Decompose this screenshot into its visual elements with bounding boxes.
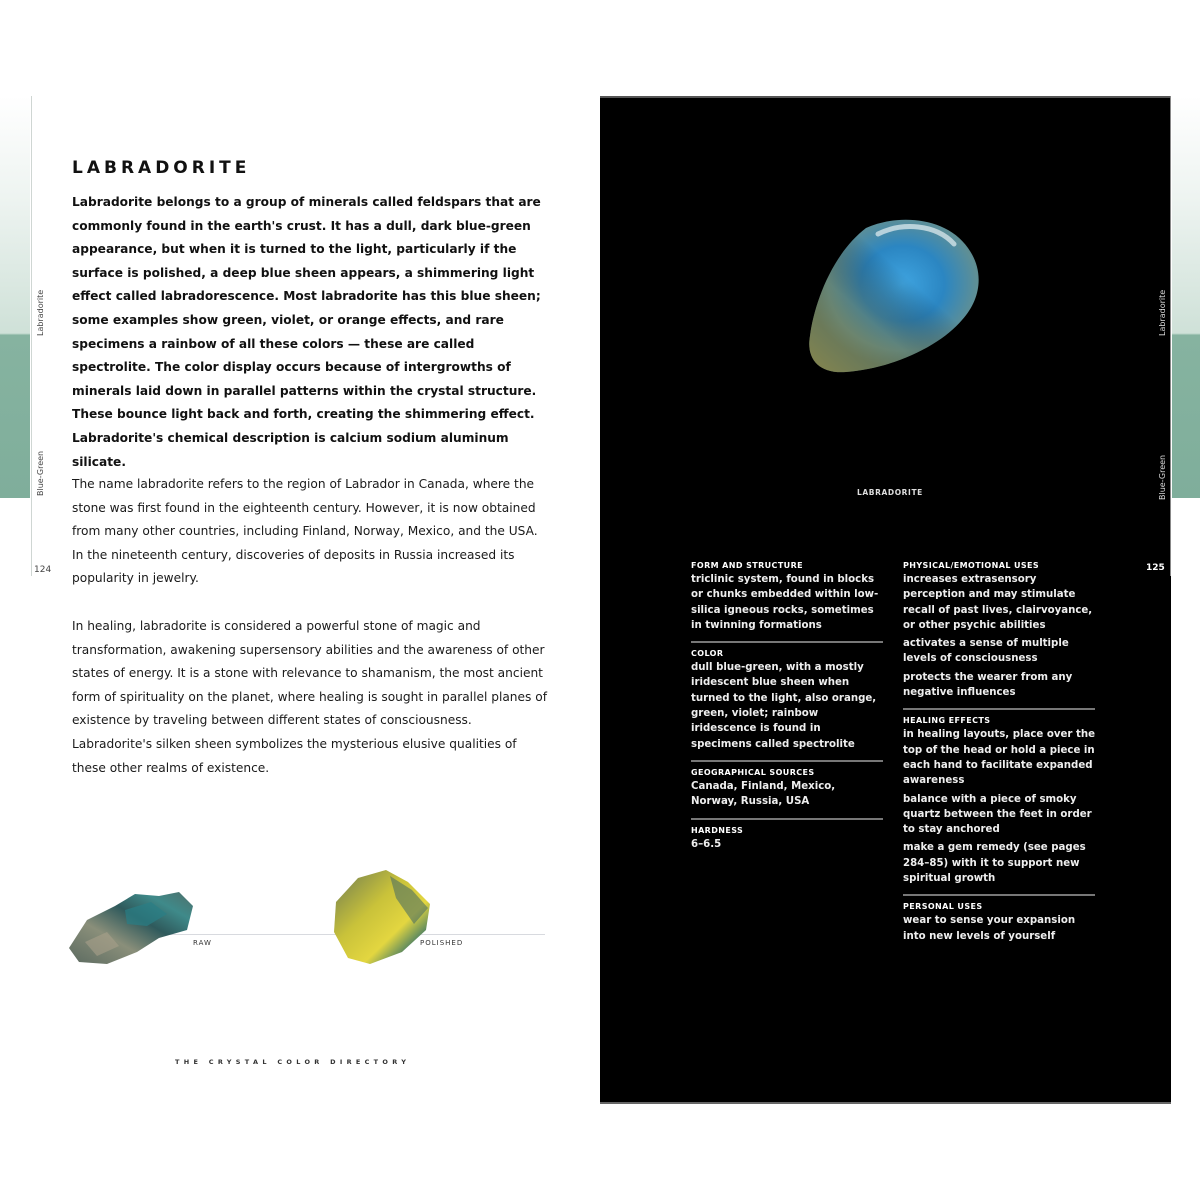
polished-label: POLISHED — [420, 939, 464, 947]
polished-stone-image — [330, 868, 434, 968]
section-color — [691, 648, 883, 762]
book-title-footer: THE CRYSTAL COLOR DIRECTORY — [175, 1058, 411, 1066]
section-healing-effects — [903, 715, 1095, 896]
running-head-stone-name: Labradorite — [36, 289, 45, 336]
raw-label: RAW — [193, 939, 212, 947]
section-heading: FORM AND STRUCTURE — [691, 561, 804, 570]
section-text: make a gem remedy (see pages 284–85) with it to support new spiritual growth — [903, 842, 1086, 885]
section-text: wear to sense your expansion into new levels of yourself — [903, 915, 1076, 942]
section-form-structure — [691, 560, 883, 643]
section-text: 6–6.5 — [691, 838, 722, 850]
section-personal-uses — [903, 901, 1095, 952]
running-head-color: Blue-Green — [36, 450, 45, 496]
margin-rule — [31, 96, 32, 576]
page-number: 124 — [34, 565, 52, 575]
section-physical-emotional-uses — [903, 560, 1095, 710]
body-paragraph: The name labradorite refers to the region of Labrador in Canada, where the stone was first found in the eighteenth century. However, it is now obtained from many other countries, including Finland, Norway, Mexico, and the USA. In the nineteenth century, discoveries of deposits in Russia increased its popularity in jewelry. — [72, 477, 538, 586]
section-hardness — [691, 825, 883, 860]
section-text: protects the wearer from any negative influences — [903, 671, 1073, 699]
properties-column-left — [691, 560, 883, 865]
intro-paragraph: Labradorite belongs to a group of minerals called feldspars that are commonly found in the earth's crust. It has a dull, dark blue-green appearance, but when it is turned to the light, particularly if the surface is polished, a deep blue sheen appears, a shimmering light effect called labradorescence. Most labradorite has this blue sheen; some examples show green, violet, or orange effects, and rare specimens a rainbow of all these colors — these are called spectrolite. The color display occurs because of intergrowths of minerals laid down in parallel patterns within the crystal structure. These bounce light back and forth, creating the shimmering effect. Labradorite's chemical description is calcium sodium aluminum silicate. — [72, 195, 541, 469]
image-caption: LABRADORITE — [857, 488, 923, 497]
margin-rule — [1170, 96, 1171, 576]
section-text: Canada, Finland, Mexico, Norway, Russia, USA — [691, 780, 836, 808]
section-heading: PHYSICAL/EMOTIONAL USES — [903, 561, 1040, 570]
page-title: LABRADORITE — [72, 158, 251, 178]
properties-column-right — [903, 560, 1095, 957]
running-head-stone-name: Labradorite — [1158, 289, 1167, 336]
section-heading: HEALING EFFECTS — [903, 716, 991, 726]
section-text: activates a sense of multiple levels of consciousness — [903, 638, 1069, 665]
section-text: balance with a piece of smoky quartz between the feet in order to stay anchored — [903, 793, 1092, 836]
section-heading: PERSONAL USES — [903, 902, 983, 912]
left-page — [0, 96, 600, 1104]
section-text: triclinic system, found in blocks or chunks embedded within low-silica igneous rocks, sometimes in twinning formations — [691, 574, 879, 631]
section-text: in healing layouts, place over the top of the head or hold a piece in each hand to facilitate expanded awareness — [903, 729, 1096, 787]
color-tab-strip — [1172, 96, 1200, 498]
section-heading: HARDNESS — [691, 825, 744, 835]
section-text: increases extrasensory perception and may stimulate recall of past lives, clairvoyance, or other psychic abilities — [903, 574, 1093, 631]
section-heading: GEOGRAPHICAL SOURCES — [691, 767, 815, 777]
page-number: 125 — [1146, 563, 1165, 573]
section-text: dull blue-green, with a mostly iridescent blue sheen when turned to the light, also orange, green, violet; rainbow iridescence is found in specimens called spectrolite — [691, 662, 877, 750]
section-heading: COLOR — [691, 649, 724, 659]
body-paragraph: In healing, labradorite is considered a powerful stone of magic and transformation, awakening supersensory abilities and the awareness of other states of energy. It is a stone with relevance to shamanism, the most ancient form of spirituality on the planet, where healing is sought in parallel planes of existence by traveling between different states of consciousness. Labradorite's silken sheen symbolizes the mysterious elusive qualities of these other realms of existence. — [72, 619, 547, 775]
raw-stone-image — [67, 886, 195, 966]
running-head-color: Blue-Green — [1158, 454, 1167, 500]
labradorite-stone-image — [806, 208, 984, 378]
section-geographical-sources — [691, 767, 883, 820]
color-tab-strip — [0, 96, 30, 498]
